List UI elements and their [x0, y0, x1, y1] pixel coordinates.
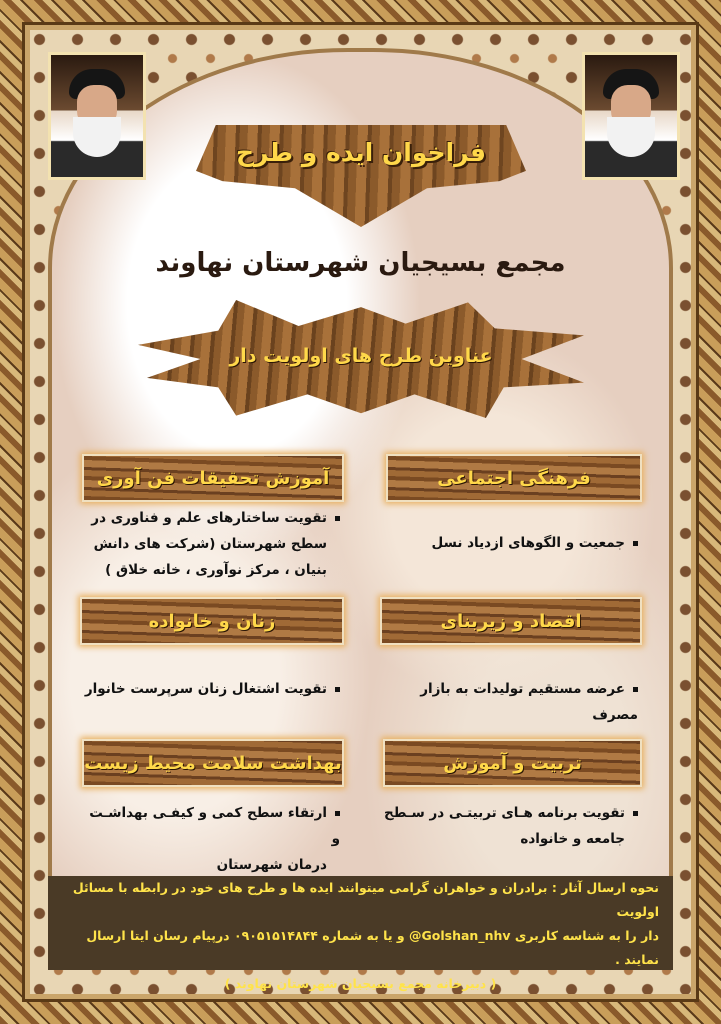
- section-research-bullet: [82, 505, 340, 583]
- bullet-text: درمان شهرستان: [216, 857, 327, 873]
- portrait-left: [48, 52, 146, 180]
- section-women-bullet: [80, 676, 340, 702]
- section-economy-title: اقصاد و زیربنای: [380, 597, 642, 645]
- priority-subtitle: عناوین طرح های اولویت دار: [229, 345, 493, 367]
- bullet-text: عرضه مستقیم تولیدات به بازار مصرف: [420, 681, 638, 723]
- beard-icon: [73, 117, 121, 157]
- bullet-icon: [335, 516, 340, 521]
- page-title: فراخوان ایده و طرح: [235, 138, 486, 167]
- instructions-line-1: نحوه ارسال آثار : برادران و خواهران گرامی میتوانند ایده ها و طرح های خود در رابطه با مسائل اولویت: [72, 880, 659, 919]
- section-cultural-bullet: [386, 530, 638, 556]
- bullet-text: تقویت اشتغال زنان سرپرست خانوار: [84, 681, 327, 697]
- bullet-icon: [633, 811, 638, 816]
- bullet-text: سطح شهرستان (شرکت های دانش: [93, 536, 327, 552]
- section-economy-bullet: [380, 676, 638, 728]
- bullet-icon: [633, 541, 638, 546]
- bullet-text: تقویت ساختارهای علم و فناوری در: [91, 510, 327, 526]
- section-women-title: زنان و خانواده: [80, 597, 344, 645]
- instructions-line-2: دار را به شناسه کاربری Golshan_nhv@ و یا به شماره ۰۹۰۵۱۵۱۴۸۴۴ درپیام رسان ایتا ارسال نمایند .: [86, 928, 659, 967]
- section-research-title: آموزش تحقیقات فن آوری: [82, 454, 344, 502]
- section-education-bullet: [383, 800, 638, 852]
- secretariat-signature: ( دبیرخانه مجمع بسیجیان شهرستان نهاوند ): [224, 976, 497, 991]
- bullet-text: تقویت برنامه هـای تربیتـی در سـطح: [384, 805, 625, 821]
- beard-icon: [607, 117, 655, 157]
- section-health-title: بهداشت سلامت محیط زیست: [82, 739, 344, 787]
- bullet-text: جمعیت و الگوهای ازدیاد نسل: [431, 535, 625, 551]
- bullet-text: بنیان ، مرکز نوآوری ، خانه خلاق ): [105, 562, 327, 578]
- bullet-text: جامعه و خانواده: [520, 831, 625, 847]
- section-education-title: تربیت و آموزش: [383, 739, 642, 787]
- bullet-icon: [335, 811, 340, 816]
- bullet-text: ارتقاء سطح کمی و کیفـی بهداشـت و: [89, 805, 340, 847]
- submission-instructions: [48, 876, 673, 991]
- bullet-icon: [633, 687, 638, 692]
- organization-name: مجمع بسیجیان شهرستان نهاوند: [155, 248, 566, 278]
- section-cultural-title: فرهنگی اجتماعی: [386, 454, 642, 502]
- portrait-right: [582, 52, 680, 180]
- bullet-icon: [335, 687, 340, 692]
- section-health-bullet: [82, 800, 340, 878]
